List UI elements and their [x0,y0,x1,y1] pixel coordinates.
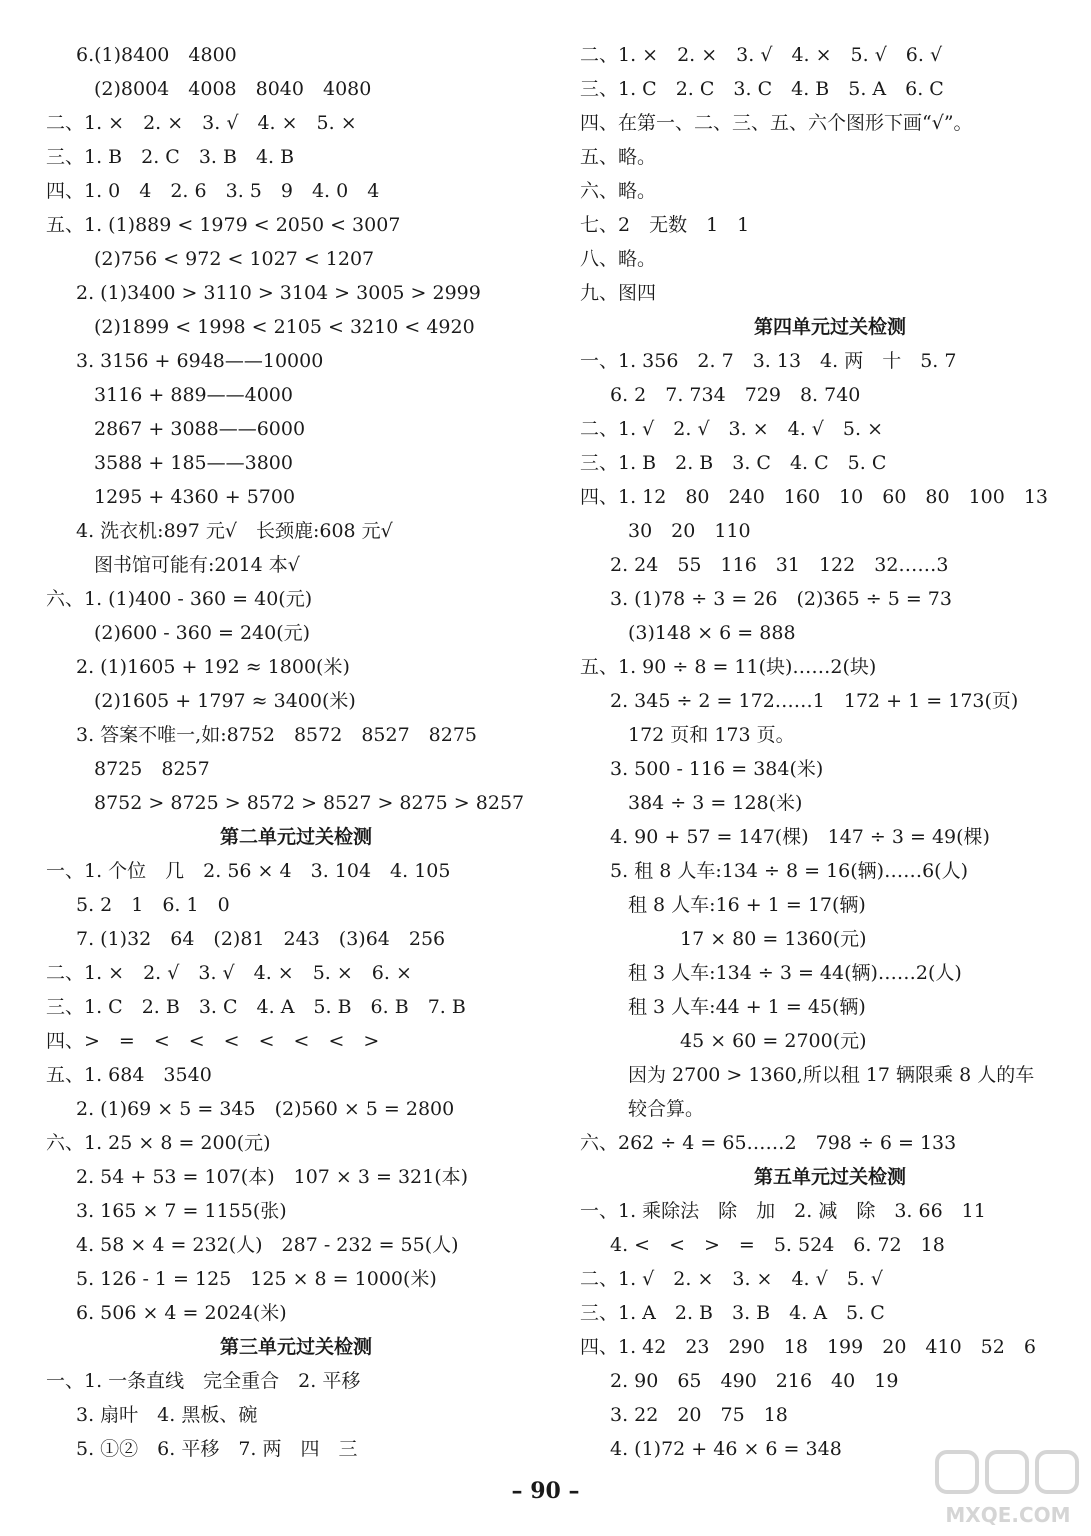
answer-line: (2)600 - 360 = 240(元) [94,622,311,644]
answer-line: 二、1. × 2. × 3. √ 4. × 5. × [46,112,357,134]
answer-line: 六、1. 25 × 8 = 200(元) [46,1132,271,1154]
answer-line: 4. < < > = 5. 524 6. 72 18 [610,1234,945,1256]
answer-line: 2. 90 65 490 216 40 19 [610,1370,899,1392]
answer-line: 5. 126 - 1 = 125 125 × 8 = 1000(米) [76,1268,437,1290]
answer-line: 2. (1)69 × 5 = 345 (2)560 × 5 = 2800 [76,1098,455,1120]
answer-line: 30 20 110 [628,520,751,542]
answer-line: 四、1. 0 4 2. 6 3. 5 9 4. 0 4 [46,180,380,202]
answer-line: 6.(1)8400 4800 [76,44,237,66]
answer-line: 45 × 60 = 2700(元) [680,1030,867,1052]
answer-line: 3588 + 185——3800 [94,452,293,474]
watermark-logo [933,1446,1083,1530]
section-heading: 第四单元过关检测 [753,316,906,338]
answer-line: 5. 2 1 6. 1 0 [76,894,230,916]
answer-line: 四、> = < < < < < < > [46,1030,380,1052]
watermark-text: MXQE.COM [945,1503,1071,1527]
answer-line: 一、1. 乘除法 除 加 2. 减 除 3. 66 11 [580,1200,986,1222]
answer-line: 3. (1)78 ÷ 3 = 26 (2)365 ÷ 5 = 73 [610,588,952,610]
answer-line: 八、略。 [580,248,657,270]
answer-line: 六、1. (1)400 - 360 = 40(元) [46,588,313,610]
right-answer-column [580,38,1080,1466]
answer-line: 17 × 80 = 1360(元) [680,928,867,950]
answer-line: 172 页和 173 页。 [628,724,795,746]
answer-line: 4. 90 + 57 = 147(棵) 147 ÷ 3 = 49(棵) [610,826,990,848]
answer-line: 5. 租 8 人车:134 ÷ 8 = 16(辆)……6(人) [610,860,969,882]
answer-line: 3. 扇叶 4. 黑板、碗 [76,1404,258,1426]
answer-line: 租 3 人车:44 + 1 = 45(辆) [628,996,866,1018]
answer-line: 因为 2700 > 1360,所以租 17 辆限乘 8 人的车 [628,1064,1035,1086]
answer-line: 一、1. 356 2. 7 3. 13 4. 两 十 5. 7 [580,350,957,372]
answer-line: 4. (1)72 + 46 × 6 = 348 [610,1438,842,1460]
answer-line: 4. 58 × 4 = 232(人) 287 - 232 = 55(人) [76,1234,459,1256]
answer-line: 8752 > 8725 > 8572 > 8527 > 8275 > 8257 [94,792,525,814]
answer-line: 3. 答案不唯一,如:8752 8572 8527 8275 [76,724,478,746]
answer-line: 五、1. 90 ÷ 8 = 11(块)……2(块) [580,656,877,678]
answer-line: 4. 洗衣机:897 元√ 长颈鹿:608 元√ [76,520,393,542]
answer-line: 租 8 人车:16 + 1 = 17(辆) [628,894,866,916]
answer-line: 二、1. × 2. × 3. √ 4. × 5. √ 6. √ [580,44,943,66]
answer-line: 二、1. × 2. √ 3. √ 4. × 5. × 6. × [46,962,412,984]
answer-line: 六、262 ÷ 4 = 65……2 798 ÷ 6 = 133 [580,1132,957,1154]
answer-line: 2867 + 3088——6000 [94,418,306,440]
answer-line: 1295 + 4360 + 5700 [94,486,296,508]
answer-line: 2. (1)1605 + 192 ≈ 1800(米) [76,656,350,678]
answer-line: 2. 54 + 53 = 107(本) 107 × 3 = 321(本) [76,1166,469,1188]
answer-line: 六、略。 [580,180,657,202]
answer-line: (2)1899 < 1998 < 2105 < 3210 < 4920 [94,316,475,338]
answer-line: 一、1. 个位 几 2. 56 × 4 3. 104 4. 105 [46,860,451,882]
answer-line: 2. (1)3400 > 3110 > 3104 > 3005 > 2999 [76,282,481,304]
answer-line: 四、在第一、二、三、五、六个图形下画“√”。 [580,112,973,134]
answer-line: 2. 345 ÷ 2 = 172……1 172 + 1 = 173(页) [610,690,1019,712]
answer-line: (2)756 < 972 < 1027 < 1207 [94,248,375,270]
answer-line: (3)148 × 6 = 888 [628,622,796,644]
answer-line: 九、图四 [580,282,657,304]
answer-line: 二、1. √ 2. × 3. × 4. √ 5. √ [580,1268,883,1290]
answer-line: (2)8004 4008 8040 4080 [94,78,372,100]
answer-line: 三、1. B 2. B 3. C 4. C 5. C [580,452,887,474]
left-answer-column [46,38,546,1466]
answer-line: 四、1. 42 23 290 18 199 20 410 52 6 [580,1336,1036,1358]
section-heading: 第二单元过关检测 [219,826,372,848]
answer-line: 6. 2 7. 734 729 8. 740 [610,384,861,406]
answer-line: 3. 3156 + 6948——10000 [76,350,324,372]
answer-line: 3. 165 × 7 = 1155(张) [76,1200,287,1222]
answer-line: 3. 500 - 116 = 384(米) [610,758,824,780]
answer-line: 租 3 人车:134 ÷ 3 = 44(辆)……2(人) [628,962,962,984]
answer-line: 2. 24 55 116 31 122 32……3 [610,554,949,576]
page-number: – 90 – [511,1478,580,1504]
answer-line: 三、1. C 2. B 3. C 4. A 5. B 6. B 7. B [46,996,466,1018]
answer-line: (2)1605 + 1797 ≈ 3400(米) [94,690,356,712]
answer-line: 二、1. √ 2. √ 3. × 4. √ 5. × [580,418,883,440]
answer-line: 五、1. 684 3540 [46,1064,212,1086]
answer-line: 6. 506 × 4 = 2024(米) [76,1302,287,1324]
answer-line: 五、略。 [580,146,657,168]
answer-line: 5. ①② 6. 平移 7. 两 四 三 [76,1438,358,1460]
answer-line: 三、1. C 2. C 3. C 4. B 5. A 6. C [580,78,944,100]
section-heading: 第三单元过关检测 [219,1336,372,1358]
answer-line: 较合算。 [628,1098,705,1120]
answer-line: 五、1. (1)889 < 1979 < 2050 < 3007 [46,214,401,236]
answer-line: 3. 22 20 75 18 [610,1404,788,1426]
answer-line: 384 ÷ 3 = 128(米) [628,792,803,814]
answer-line: 七、2 无数 1 1 [580,214,750,236]
answer-line: 四、1. 12 80 240 160 10 60 80 100 13 [580,486,1049,508]
answer-line: 图书馆可能有:2014 本√ [94,554,300,576]
answer-line: 一、1. 一条直线 完全重合 2. 平移 [46,1370,361,1392]
answer-line: 三、1. A 2. B 3. B 4. A 5. C [580,1302,885,1324]
answer-line: 三、1. B 2. C 3. B 4. B [46,146,295,168]
answer-line: 3116 + 889——4000 [94,384,293,406]
answer-line: 7. (1)32 64 (2)81 243 (3)64 256 [76,928,446,950]
answer-line: 8725 8257 [94,758,210,780]
section-heading: 第五单元过关检测 [753,1166,906,1188]
